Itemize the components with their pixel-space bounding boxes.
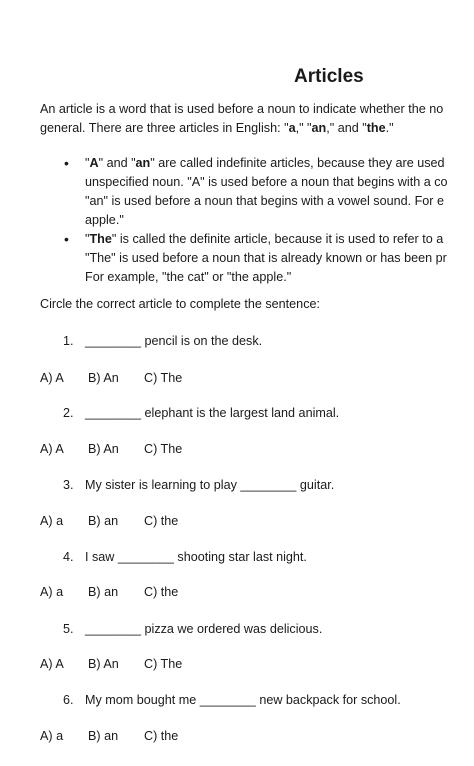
intro-line-2: general. There are three articles in English: "a," "an," and "the." <box>40 121 394 135</box>
option-c[interactable]: C) the <box>144 729 179 743</box>
answer-options-6 <box>40 729 178 743</box>
bullet-definite-article: • "The" is called the definite article, because it is used to refer to a "The" is used before a noun that is already known or has been pr For example, "the cat" or "the apple." <box>64 231 447 284</box>
answer-options-4 <box>40 585 178 599</box>
bullet-indefinite-articles: • "A" and "an" are called indefinite articles, because they are used unspecified noun. "A" is used before a noun that begins with a co "an" is used before a noun that begins with a vowel sound. For e apple." <box>64 155 448 227</box>
question-2: 2. ________ elephant is the largest land animal. <box>63 406 340 420</box>
bullet-dot-icon: • <box>64 155 69 171</box>
answer-options-5 <box>40 657 182 671</box>
answer-options-2 <box>40 442 182 456</box>
option-b[interactable]: B) An <box>88 371 119 385</box>
option-a[interactable]: A) A <box>40 442 64 456</box>
option-b[interactable]: B) An <box>88 442 119 456</box>
option-a[interactable]: A) A <box>40 371 64 385</box>
question-6: 6. My mom bought me ________ new backpack for school. <box>63 693 401 707</box>
option-a[interactable]: A) a <box>40 729 64 743</box>
option-c[interactable]: C) the <box>144 514 179 528</box>
option-b[interactable]: B) an <box>88 514 119 528</box>
option-c[interactable]: C) The <box>144 657 183 671</box>
option-c[interactable]: C) The <box>144 442 183 456</box>
page-title: Articles <box>294 66 364 87</box>
intro-paragraph <box>40 100 474 138</box>
answer-options-1 <box>40 371 182 385</box>
option-b[interactable]: B) an <box>88 729 119 743</box>
option-b[interactable]: B) an <box>88 585 119 599</box>
option-a[interactable]: A) a <box>40 585 64 599</box>
intro-line-1: An article is a word that is used before a noun to indicate whether the no <box>40 102 444 116</box>
question-1: 1. ________ pencil is on the desk. <box>63 334 263 348</box>
question-3: 3. My sister is learning to play ________ guitar. <box>63 478 335 492</box>
option-b[interactable]: B) An <box>88 657 119 671</box>
question-4: 4. I saw ________ shooting star last night. <box>63 550 307 564</box>
question-5: 5. ________ pizza we ordered was delicious. <box>63 622 323 636</box>
option-c[interactable]: C) the <box>144 585 179 599</box>
bullet-dot-icon: • <box>64 231 69 247</box>
bullet-list <box>64 154 474 287</box>
answer-options-3 <box>40 514 178 528</box>
option-a[interactable]: A) a <box>40 514 64 528</box>
option-c[interactable]: C) The <box>144 371 183 385</box>
option-a[interactable]: A) A <box>40 657 64 671</box>
instruction-text: Circle the correct article to complete the sentence: <box>40 297 320 311</box>
